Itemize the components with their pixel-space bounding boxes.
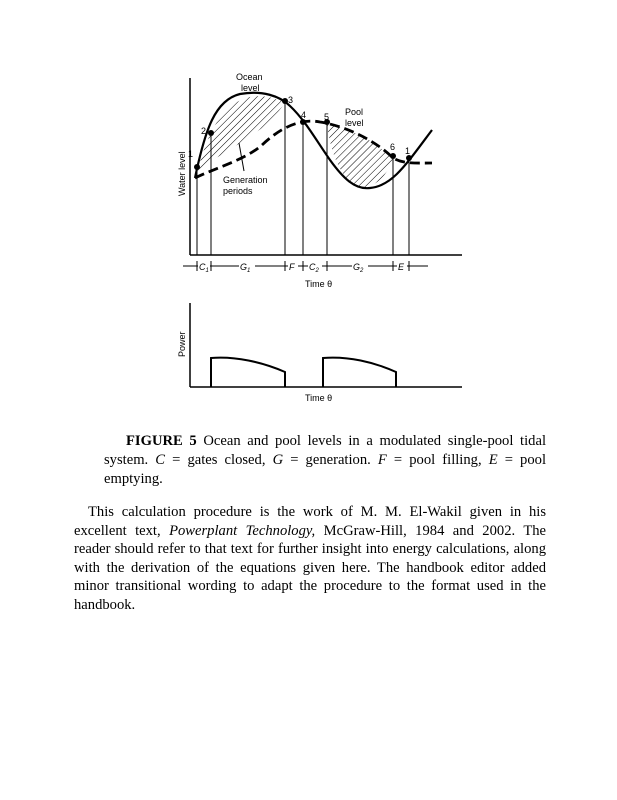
caption-symbol-f: F bbox=[377, 452, 387, 468]
paragraph-text-after: McGraw-Hill, 1984 and 2002. The reader should refer to that text for further insight into energy calculations, along with the derivation of the equations given here. The handbook editor added minor transitional wording to adapt the procedure to the format used in the handbook. bbox=[74, 522, 547, 613]
caption-symbol-e: E bbox=[488, 452, 498, 468]
pool-label-line2: level bbox=[345, 118, 364, 128]
figure-label: FIGURE 5 bbox=[126, 433, 197, 449]
point-label-6: 6 bbox=[390, 142, 396, 152]
point-label-5: 5 bbox=[324, 112, 330, 122]
caption-text-2: = gates closed, bbox=[165, 452, 273, 468]
interval-g1-label: $G_1$ bbox=[240, 262, 251, 274]
point-1-marker bbox=[194, 164, 200, 170]
power-pulse-2 bbox=[323, 358, 396, 387]
figure-caption bbox=[104, 432, 546, 489]
water-level-ylabel: Water level bbox=[177, 151, 187, 196]
pool-label-line1: Pool bbox=[345, 107, 364, 117]
point-2-marker bbox=[208, 130, 214, 136]
paragraph-text-before: This calculation procedure is the work of M. M. El-Wakil given in his excellent text, bbox=[74, 504, 546, 539]
ocean-label-line1: Ocean bbox=[236, 72, 263, 82]
caption-text-3: = generation. bbox=[283, 452, 378, 468]
power-xlabel: Time θ bbox=[305, 393, 333, 403]
body-paragraph bbox=[74, 503, 546, 614]
caption-text-1: Ocean and pool levels in a modulated single-pool tidal system. bbox=[104, 433, 546, 468]
interval-e-label: E bbox=[398, 262, 405, 272]
point-label-1: 1 bbox=[188, 149, 194, 159]
interval-dimension-line bbox=[183, 261, 428, 271]
point-6-marker bbox=[390, 153, 396, 159]
point-label-4: 4 bbox=[301, 110, 307, 120]
water-level-xlabel: Time θ bbox=[305, 279, 333, 289]
caption-symbol-g: G bbox=[272, 452, 284, 468]
point-label-3: 3 bbox=[288, 95, 294, 105]
generation-label-line2: periods bbox=[223, 186, 253, 196]
interval-f-label: F bbox=[289, 262, 295, 272]
book-title: Powerplant Technology, bbox=[169, 522, 316, 539]
power-chart bbox=[177, 303, 462, 403]
point-label-1b: 1 bbox=[405, 146, 411, 156]
interval-c1-label: $C_1$ bbox=[199, 262, 209, 274]
power-pulse-1 bbox=[211, 358, 285, 387]
interval-c2-label: $C_2$ bbox=[309, 262, 319, 274]
caption-symbol-c: C bbox=[155, 452, 166, 468]
caption-text-5: = pool emptying. bbox=[104, 452, 546, 487]
caption-text-4: = pool filling, bbox=[386, 452, 489, 468]
water-level-chart bbox=[177, 72, 462, 289]
power-ylabel: Power bbox=[177, 331, 187, 357]
generation-label-line1: Generation bbox=[223, 175, 268, 185]
ocean-label-line2: level bbox=[241, 83, 260, 93]
interval-g2-label: $G_2$ bbox=[353, 262, 364, 274]
point-label-2: 2 bbox=[201, 126, 207, 136]
